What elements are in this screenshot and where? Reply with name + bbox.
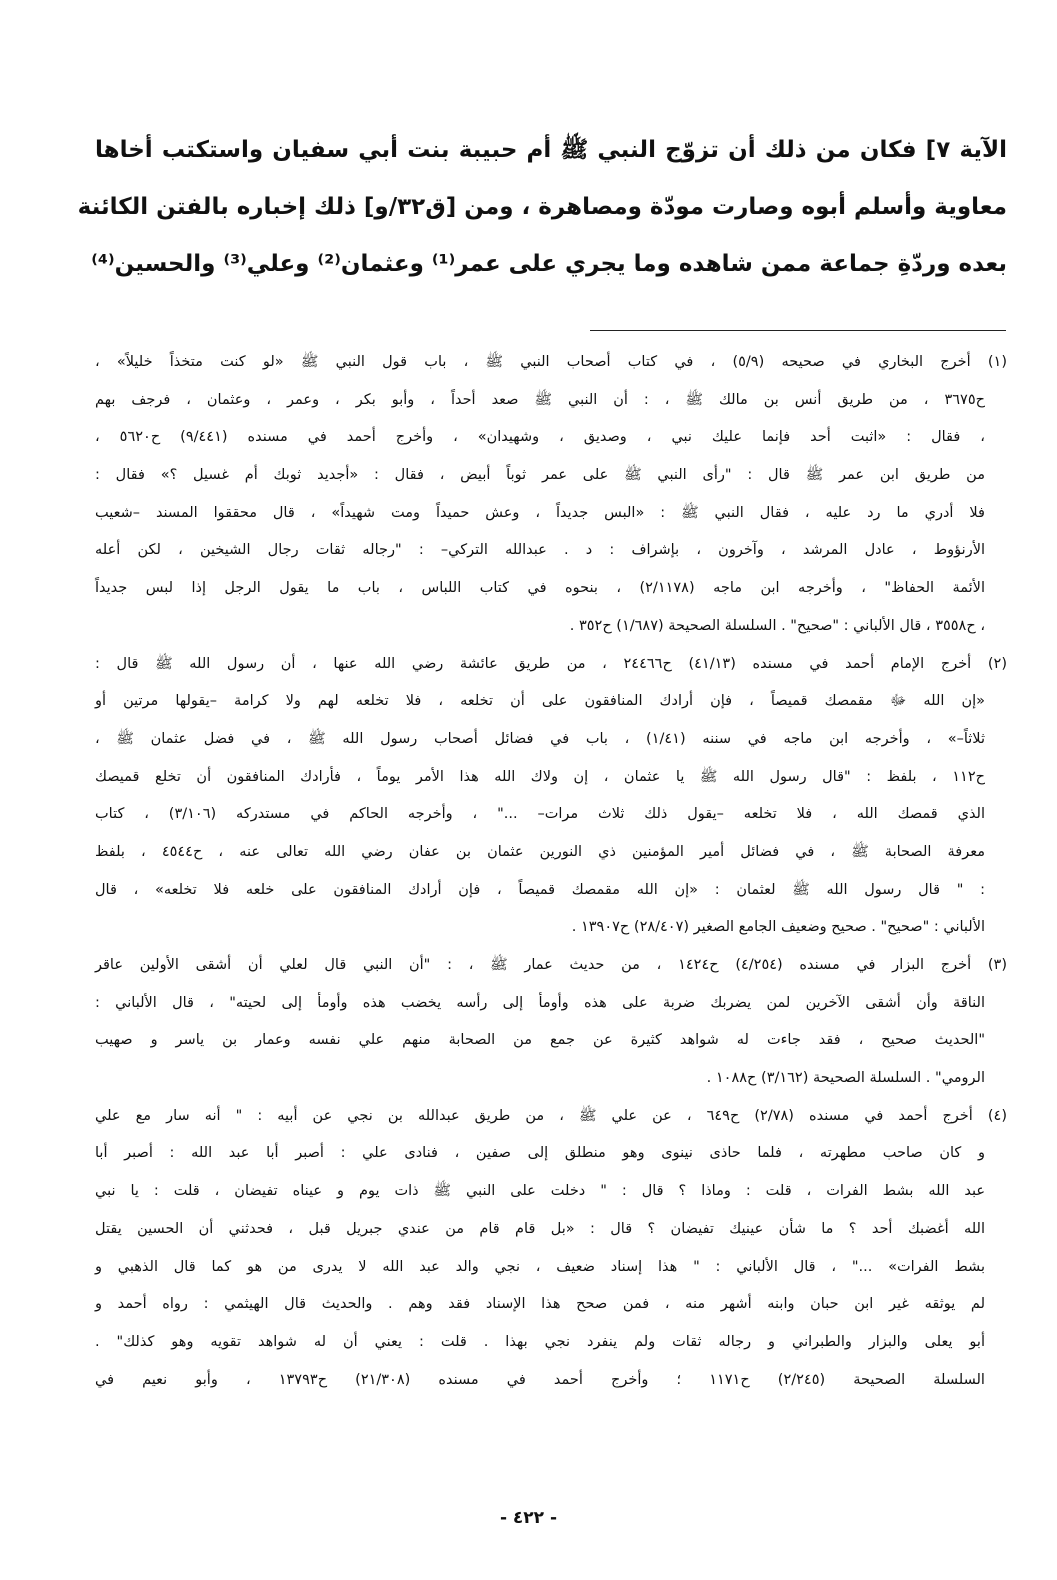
footnote-separator xyxy=(590,330,1006,331)
main-text xyxy=(77,122,1007,293)
main-text-line: الآية ٧] فكان من ذلك أن تزوّج النبي ﷺ أم حبيبة بنت أبي سفيان واستكتب أخاها xyxy=(95,137,1007,163)
footnote-line: معرفة الصحابة ﷺ ، في فضائل أمير المؤمنين ذي النورين عثمان بن عفان رضي الله تعالى عنه ، ح٤٥٤٤ ، بلفظ xyxy=(95,843,985,860)
footnote-2 xyxy=(95,646,1007,948)
footnote-4 xyxy=(95,1098,1007,1400)
main-text-line: بعده وردّةِ جماعة ممن شاهده وما يجري على عمر⁽¹⁾ وعثمان⁽²⁾ وعلي⁽³⁾ والحسين⁽⁴⁾ xyxy=(91,251,1007,277)
footnote-1 xyxy=(95,344,1007,646)
footnote-line: الأئمة الحفاظ" ، وأخرجه ابن ماجه (٢/١١٧٨) ، بنحوه في كتاب اللباس ، باب ما يقول الرجل إذا لبس جديداً xyxy=(95,580,985,597)
footnote-line: الذي قمصك الله ، فلا تخلعه –يقول ذلك ثلاث مرات– ..." ، وأخرجه الحاكم في مستدركه (٣/١٠٦) ، كتاب xyxy=(95,806,986,823)
footnote-line: السلسلة الصحيحة (٢/٢٤٥) ح١١٧١ ؛ وأخرج أحمد في مسنده (٢١/٣٠٨) ح١٣٧٩٣ ، وأبو نعيم في xyxy=(95,1371,985,1388)
footnote-line: لم يوثقه غير ابن حبان وابنه أشهر منه ، فمن صحح هذا الإسناد فقد وهم . والحديث قال الهيثمي : رواه أحمد و xyxy=(95,1296,985,1313)
footnote-line: ح٣٦٧٥ ، من طريق أنس بن مالك ﷺ ، : أن النبي ﷺ صعد أحداً ، وأبو بكر ، وعمر ، وعثمان ، فرجف بهم xyxy=(95,391,985,408)
footnote-line: عبد الله بشط الفرات ، قلت : وماذا ؟ قال : " دخلت على النبي ﷺ ذات يوم و عيناه تفيضان ، قلت : يا نبي xyxy=(95,1183,985,1200)
footnote-line: الأرنؤوط ، عادل المرشد ، وآخرون ، بإشراف : د . عبدالله التركي– : "رجاله ثقات رجال الشيخين ، لكن أعله xyxy=(95,542,985,559)
footnote-line: (٤) أخرج أحمد في مسنده (٢/٧٨) ح٦٤٩ ، عن علي ﷺ ، من طريق عبدالله بن نجي عن أبيه : " أنه سار مع علي xyxy=(95,1107,1007,1124)
footnote-line: ، فقال : «اثبت أحد فإنما عليك نبي ، وصديق ، وشهيدان» ، وأخرج أحمد في مسنده (٩/٤٤١) ح٥٦٢٠ ، xyxy=(95,429,985,446)
main-text-line: معاوية وأسلم أبوه وصارت مودّة ومصاهرة ، ومن [ق٣٢/و] ذلك إخباره بالفتن الكائنة xyxy=(77,194,1007,220)
footnote-line: ح١١٢ ، بلفظ : "قال رسول الله ﷺ يا عثمان ، إن ولاك الله هذا الأمر يوماً ، فأرادك المنافقون أن تخلع قميصك xyxy=(95,768,985,785)
footnote-line: (١) أخرج البخاري في صحيحه (٥/٩) ، في كتاب أصحاب النبي ﷺ ، باب قول النبي ﷺ «لو كنت متخذاً خليلاً» ، xyxy=(95,354,1007,370)
footnote-3 xyxy=(95,947,1007,1098)
footnote-line: من طريق ابن عمر ﷺ قال : "رأى النبي ﷺ على عمر ثوباً أبيض ، فقال : «أجديد ثوبك أم غسيل ؟» فقال : xyxy=(95,467,985,484)
footnotes xyxy=(95,344,1007,1399)
footnote-line: ثلاثاً–» ، وأخرجه ابن ماجه في سننه (١/٤١) ، باب في فضائل أصحاب رسول الله ﷺ ، في فضل عثمان ﷺ ، xyxy=(95,730,985,747)
footnote-line: ، ح٣٥٥٨ ، قال الألباني : "صحيح" . السلسلة الصحيحة (١/٦٨٧) ح٣٥٢ . xyxy=(569,617,985,634)
footnote-line: الله أغضبك أحد ؟ ما شأن عينيك تفيضان ؟ قال : «بل قام قام من عندي جبريل قبل ، فحدثني أن الحسين يقتل xyxy=(95,1220,985,1237)
footnote-line: : " قال رسول الله ﷺ لعثمان : «إن الله مقمصك قميصاً ، فإن أرادك المنافقون على خلعه فلا تخلعه» ، قال xyxy=(95,881,985,898)
footnote-line: الناقة وأن أشقى الآخرين لمن يضربك ضربة على هذه وأومأ إلى رأسه يخضب هذه وأومأ إلى لحيته" ، قال الألباني : xyxy=(95,994,985,1011)
footnote-line: (٢) أخرج الإمام أحمد في مسنده (٤١/١٣) ح٢٤٤٦٦ ، من طريق عائشة رضي الله عنها ، أن رسول الله ﷺ قال : xyxy=(95,655,1007,672)
footnote-line: بشط الفرات» ..." ، قال الألباني : " هذا إسناد ضعيف ، نجي والد عبد الله لا يدرى من هو كما قال الذهبي و xyxy=(95,1258,985,1275)
footnote-line: أبو يعلى والبزار والطبراني و رجاله ثقات ولم ينفرد نجي بهذا . قلت : يعني أن له شواهد تقويه وهو كذلك" . xyxy=(95,1333,985,1350)
footnote-line: "الحديث صحيح ، فقد جاءت له شواهد كثيرة عن جمع من الصحابة منهم علي نفسه وعمار بن ياسر و صهيب xyxy=(95,1032,985,1049)
footnote-line: (٣) أخرج البزار في مسنده (٤/٢٥٤) ح١٤٢٤ ، من حديث عمار ﷺ ، : "أن النبي قال لعلي أن أشقى الأولين عاقر xyxy=(95,957,1007,973)
footnote-line: الألباني : "صحيح" . صحيح وضعيف الجامع الصغير (٢٨/٤٠٧) ح١٣٩٠٧ . xyxy=(571,919,985,936)
page-number: - ٤٢٢ - xyxy=(499,1508,558,1528)
footnote-line: و كان صاحب مطهرته ، فلما حاذى نينوى وهو منطلق إلى صفين ، فنادى علي : أصبر أبا عبد الله : أصبر أبا xyxy=(95,1145,985,1162)
footnote-line: الرومي" . السلسلة الصحيحة (٣/١٦٢) ح١٠٨٨ . xyxy=(706,1070,985,1087)
footnote-line: «إن الله ﷻ مقمصك قميصاً ، فإن أرادك المنافقون على أن تخلعه ، فلا تخلعه لهم ولا كرامة –يقولها مرتين أو xyxy=(95,693,985,710)
footnote-line: فلا أدري ما رد عليه ، فقال النبي ﷺ : «البس جديداً ، وعش حميداً ومت شهيداً» ، قال محققوا المسند –شعيب xyxy=(95,504,985,521)
